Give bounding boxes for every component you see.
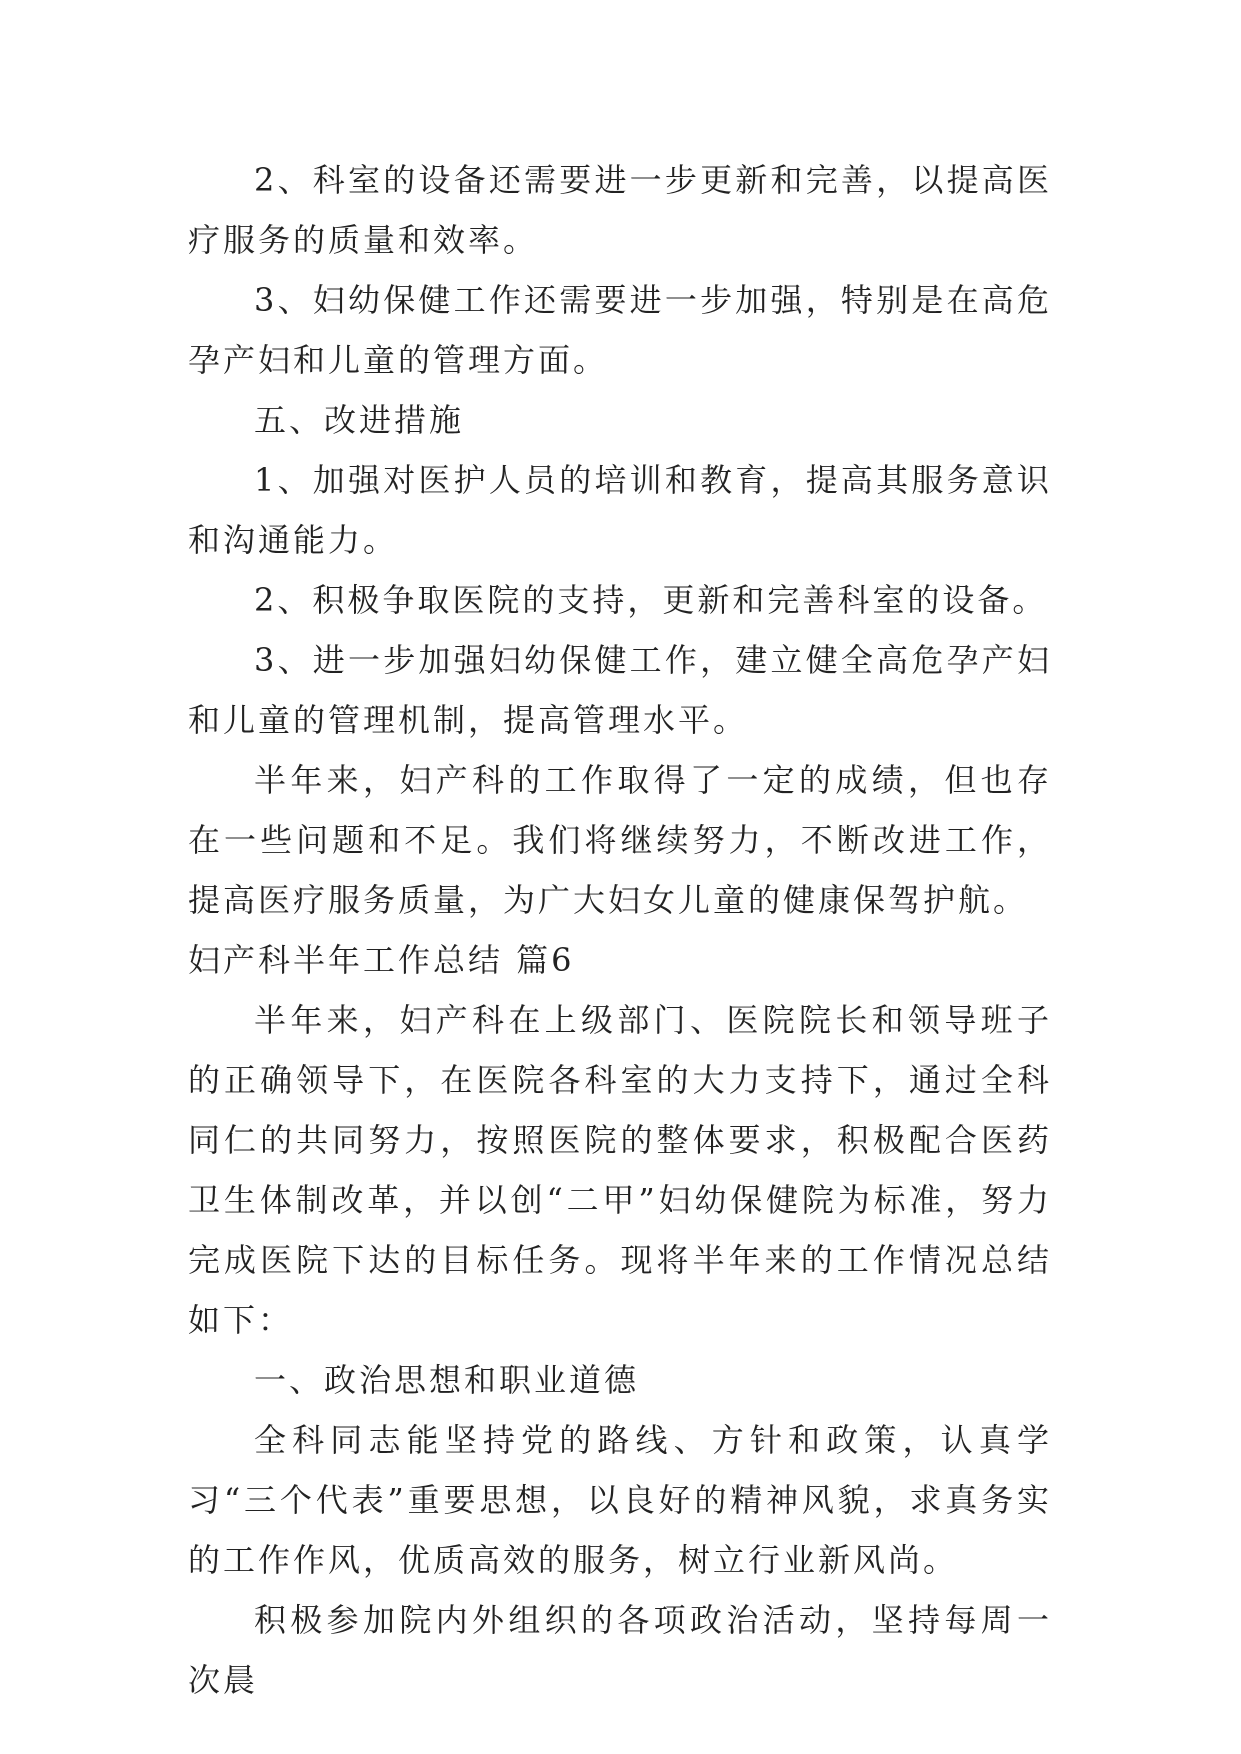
section-heading-politics-ethics: 一、政治思想和职业道德 (254, 1361, 640, 1399)
paragraph-political-activities: 积极参加院内外组织的各项政治活动，坚持每周一次晨 (188, 1601, 1052, 1699)
paragraph-conclusion: 半年来，妇产科的工作取得了一定的成绩，但也存在一些问题和不足。我们将继续努力，不断改进工作，提高医疗服务质量，为广大妇女儿童的健康保驾护航。 (188, 761, 1052, 919)
paragraph-improvement-training: 1、加强对医护人员的培训和教育，提高其服务意识和沟通能力。 (188, 461, 1052, 559)
paragraph-party-line: 全科同志能坚持党的路线、方针和政策，认真学习“三个代表”重要思想，以良好的精神风貌，求真务实的工作作风，优质高效的服务，树立行业新风尚。 (188, 1421, 1052, 1579)
paragraph-improvement-maternal-health: 3、进一步加强妇幼保健工作，建立健全高危孕产妇和儿童的管理机制，提高管理水平。 (188, 641, 1052, 739)
section-heading-improvements: 五、改进措施 (254, 401, 465, 439)
paragraph-improvement-equipment: 2、积极争取医院的支持，更新和完善科室的设备。 (254, 581, 1048, 619)
paragraph-equipment-issue: 2、科室的设备还需要进一步更新和完善，以提高医疗服务的质量和效率。 (188, 161, 1052, 259)
document-body (188, 150, 1052, 1710)
paragraph-introduction: 半年来，妇产科在上级部门、医院院长和领导班子的正确领导下，在医院各科室的大力支持下，通过全科同仁的共同努力，按照医院的整体要求，积极配合医药卫生体制改革，并以创“二甲”妇幼保健院为标准，努力完成医院下达的目标任务。现将半年来的工作情况总结如下： (188, 1001, 1052, 1339)
article-title: 妇产科半年工作总结 篇6 (188, 941, 575, 979)
paragraph-maternal-health-issue: 3、妇幼保健工作还需要进一步加强，特别是在高危孕产妇和儿童的管理方面。 (188, 281, 1052, 379)
